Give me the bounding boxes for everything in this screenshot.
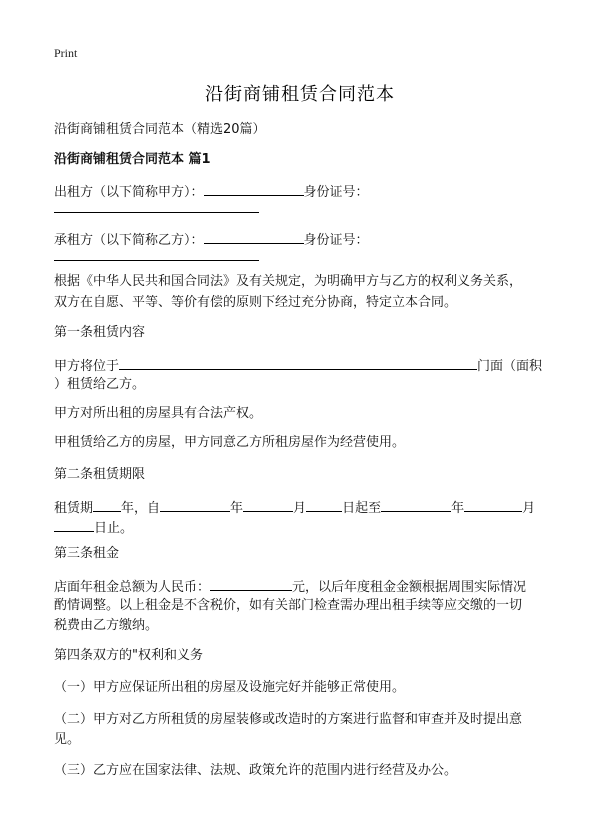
lessor-id-label: 身份证号：: [303, 185, 369, 200]
rent-line-3: 税费由乙方缴纳。: [54, 618, 159, 633]
article-1-lease-to-line: ）租赁给乙方。: [54, 377, 146, 392]
until-label: 日起至: [342, 501, 382, 516]
lessee-id-blank: [54, 260, 259, 261]
from-label: 年，自: [121, 501, 161, 516]
intro-line-1: 根据《中华人民共和国合同法》及有关规定，为明确甲方与乙方的权利义务关系，: [54, 274, 523, 289]
end-year-blank: [381, 498, 451, 512]
article-1-ownership: 甲方对所出租的房屋具有合法产权。: [54, 406, 263, 421]
end-month-blank: [464, 498, 522, 512]
start-month-blank: [243, 498, 293, 512]
location-blank: [119, 356, 477, 370]
lessor-id-blank: [54, 212, 259, 213]
print-link[interactable]: Print: [54, 46, 78, 60]
end-day-label: 日止。: [94, 521, 134, 536]
lessee-label: 承租方（以下简称乙方）：: [54, 233, 204, 248]
obligation-item-2-line-2: 见。: [54, 732, 81, 747]
start-year-blank: [160, 498, 230, 512]
document-title: 沿街商铺租赁合同范本: [205, 84, 395, 105]
rent-line-2: 酌情调整。以上租金是不含税价，如有关部门检查需办理出租手续等应交缴的一切: [54, 598, 523, 613]
lease-term-line: [54, 498, 535, 518]
rent-line-1: [54, 577, 526, 597]
rent-adjust-text: 元，以后年度租金金额根据周围实际情况: [292, 580, 527, 595]
storefront-area-label: 门面（面积: [477, 359, 543, 374]
article-1-title: 第一条租赁内容: [54, 325, 146, 340]
obligation-item-2-line-1: （二）甲方对乙方所租赁的房屋装修或改造时的方案进行监督和审查并及时提出意: [54, 712, 523, 727]
lease-years-blank: [93, 498, 121, 512]
rent-amount-blank: [210, 577, 292, 591]
obligation-item-1: （一）甲方应保证所出租的房屋及设施完好并能够正常使用。: [54, 680, 406, 695]
lessee-name-blank: [204, 230, 304, 244]
start-day-blank: [306, 498, 342, 512]
article-1-location-line: [54, 356, 542, 376]
lessor-label: 出租方（以下简称甲方）：: [54, 185, 204, 200]
lease-term-label: 租赁期: [54, 501, 94, 516]
year-label: 年: [230, 501, 244, 516]
lessor-name-blank: [204, 182, 304, 196]
lessee-line: [54, 230, 369, 250]
end-month-label: 月: [522, 501, 536, 516]
document-subtitle: 沿街商铺租赁合同范本（精选20篇）: [54, 122, 266, 137]
obligation-item-3: （三）乙方应在国家法律、法规、政策允许的范围内进行经营及办公。: [54, 763, 458, 778]
location-label: 甲方将位于: [54, 359, 120, 374]
rent-label: 店面年租金总额为人民币：: [54, 580, 211, 595]
lessee-id-label: 身份证号：: [303, 233, 369, 248]
lease-term-end-line: [54, 518, 133, 538]
section-heading: 沿街商铺租赁合同范本 篇1: [54, 152, 211, 167]
end-year-label: 年: [451, 501, 465, 516]
month-label: 月: [293, 501, 307, 516]
lessor-line: [54, 182, 369, 202]
end-day-blank: [54, 518, 94, 532]
intro-line-2: 双方在自愿、平等、等价有偿的原则下经过充分协商，特定立本合同。: [54, 295, 458, 310]
article-4-title: 第四条双方的"权利和义务: [54, 648, 203, 663]
article-1-usage: 甲租赁给乙方的房屋，甲方同意乙方所租房屋作为经营使用。: [54, 435, 406, 450]
article-3-title: 第三条租金: [54, 546, 120, 561]
article-2-title: 第二条租赁期限: [54, 467, 146, 482]
